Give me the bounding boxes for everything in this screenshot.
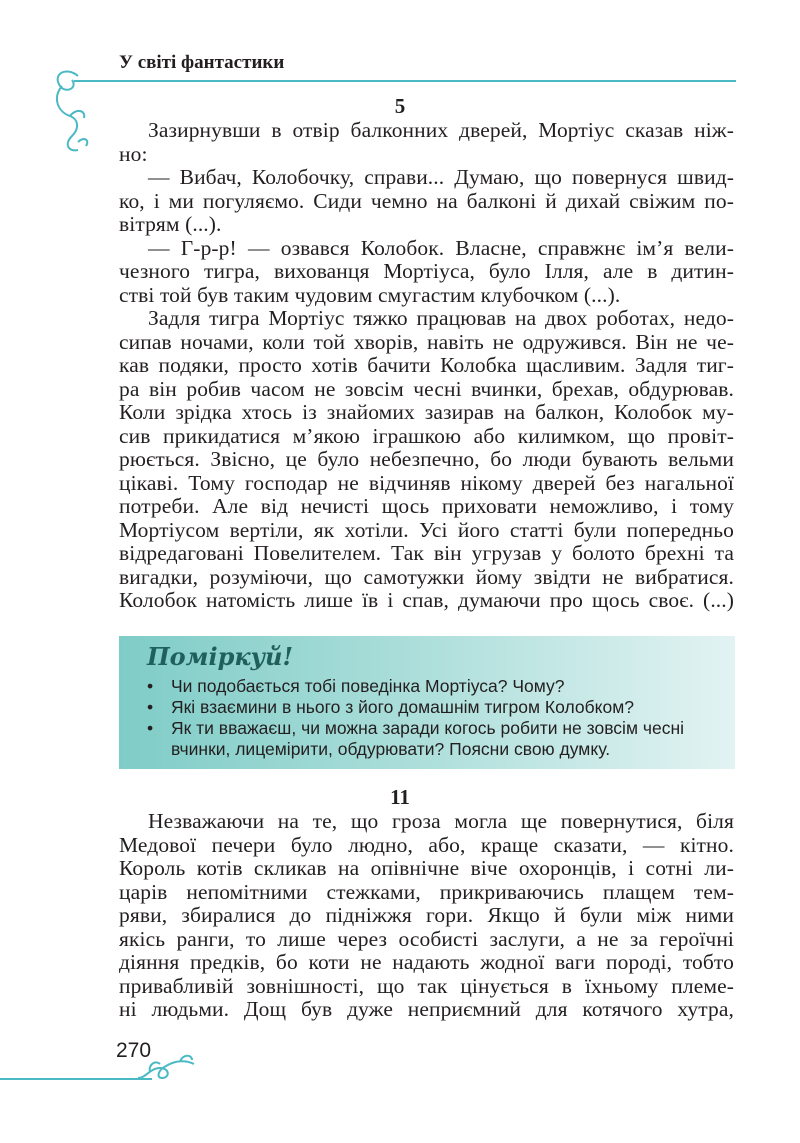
text-line: Мортіусом вертіли, як хотіли. Усі його статті були попередньо: [119, 517, 734, 542]
reflect-box: [119, 636, 735, 769]
text-line: потреби. Але від нечисті щось приховати неможливо, і тому: [119, 494, 734, 518]
decorative-swirl-icon: [136, 1046, 200, 1082]
text-line: привабливій зовнішності, що так цінується в їхньому племе-: [119, 973, 734, 998]
text-line: царів непомітними стежками, прикриваючись плащем тем-: [119, 879, 734, 904]
section-number: 11: [390, 785, 410, 809]
text-line: вигадки, розуміючи, що самотужки йому звідти не вибратися.: [119, 564, 734, 589]
text-line: діяння предків, бо коти не надають жодної ваги породі, тобто: [119, 950, 734, 974]
text-line: Зазирнувши в отвір балконних дверей, Мортіус сказав ніж-: [148, 118, 734, 142]
text-line: цікаві. Тому господар не відчиняв нікому дверей без нагальної: [119, 470, 734, 495]
text-line: вітрям (...).: [119, 212, 222, 236]
bullet-icon: •: [147, 718, 154, 738]
text-line: Коли зрідка хтось із знайомих зазирав на балкон, Колобок му-: [119, 400, 734, 424]
question-text: Які взаємини в нього з його домашнім тигром Колобком?: [171, 697, 634, 717]
running-header: У світі фантастики: [119, 52, 285, 73]
text-line: Колобок натомість лише їв і спав, думаючи про щось своє. (...): [119, 588, 734, 612]
text-line: відредаговані Повелителем. Так він угрузав у болото брехні та: [119, 541, 734, 565]
text-line: Король котів скликав на опівнічне віче охоронців, і сотні ли-: [119, 856, 734, 880]
question-text: Чи подобається тобі поведінка Мортіуса? Чому?: [171, 676, 565, 696]
section-11-text: [119, 810, 734, 1022]
text-line: — Вибач, Колобочку, справи... Думаю, що повернуся швид-: [148, 165, 734, 189]
text-line: якісь ранги, то лише через особисті заслуги, а не за героїчні: [119, 926, 734, 951]
footer-rule: [0, 1078, 152, 1080]
bullet-icon: •: [147, 676, 154, 696]
section-5-text: [119, 119, 734, 613]
text-line: ряви, збиралися до підніжжя гори. Якщо й були між ними: [119, 903, 734, 927]
text-line: сипав ночами, коли той хворів, навіть не одружився. Він не че-: [119, 329, 734, 354]
section-number: 5: [394, 94, 406, 118]
header-rule: [74, 80, 736, 82]
text-line: Незважаючи на те, що гроза могла ще повернутися, біля: [148, 809, 734, 833]
question-list: [143, 676, 728, 760]
text-line: Задля тигра Мортіус тяжко працював на двох роботах, недо-: [148, 306, 734, 330]
text-line: чезного тигра, вихованця Мортіуса, було Ілля, але в дитин-: [119, 259, 734, 283]
text-line: — Г-р-р! — озвався Колобок. Власне, справжнє ім’я вели-: [148, 235, 734, 260]
text-line: ко, і ми погуляємо. Сиди чемно на балконі й дихай свіжим по-: [119, 188, 734, 213]
text-line: ра він робив часом не зовсім чесні вчинки, брехав, обдурював.: [119, 376, 734, 401]
question-text: Як ти вважаєш, чи можна заради когось робити не зовсім чесні вчинки, лицемірити, обдурювати? Поясни свою думку.: [171, 718, 684, 759]
text-line: ні людьми. Дощ був дуже неприємний для котячого хутра,: [119, 997, 734, 1021]
question-item: [143, 697, 728, 718]
question-item: [143, 718, 728, 760]
question-item: [143, 676, 728, 697]
reflect-box-title: Поміркуй!: [147, 642, 293, 671]
text-line: кав подяки, просто хотів бачити Колобка щасливим. Задля тиг-: [119, 353, 734, 377]
text-line: стві той був таким чудовим смугастим клубочком (...).: [119, 282, 621, 307]
page-number: 270: [116, 1039, 152, 1062]
bullet-icon: •: [147, 697, 154, 717]
text-line: рюється. Звісно, це було небезпечно, бо люди бувають вельми: [119, 447, 734, 471]
text-line: но:: [119, 141, 148, 166]
text-line: сив прикидатися м’якою іграшкою або килимком, що провіт-: [119, 423, 734, 448]
text-line: Медової печери було людно, або, краще сказати, — кітно.: [119, 832, 734, 857]
